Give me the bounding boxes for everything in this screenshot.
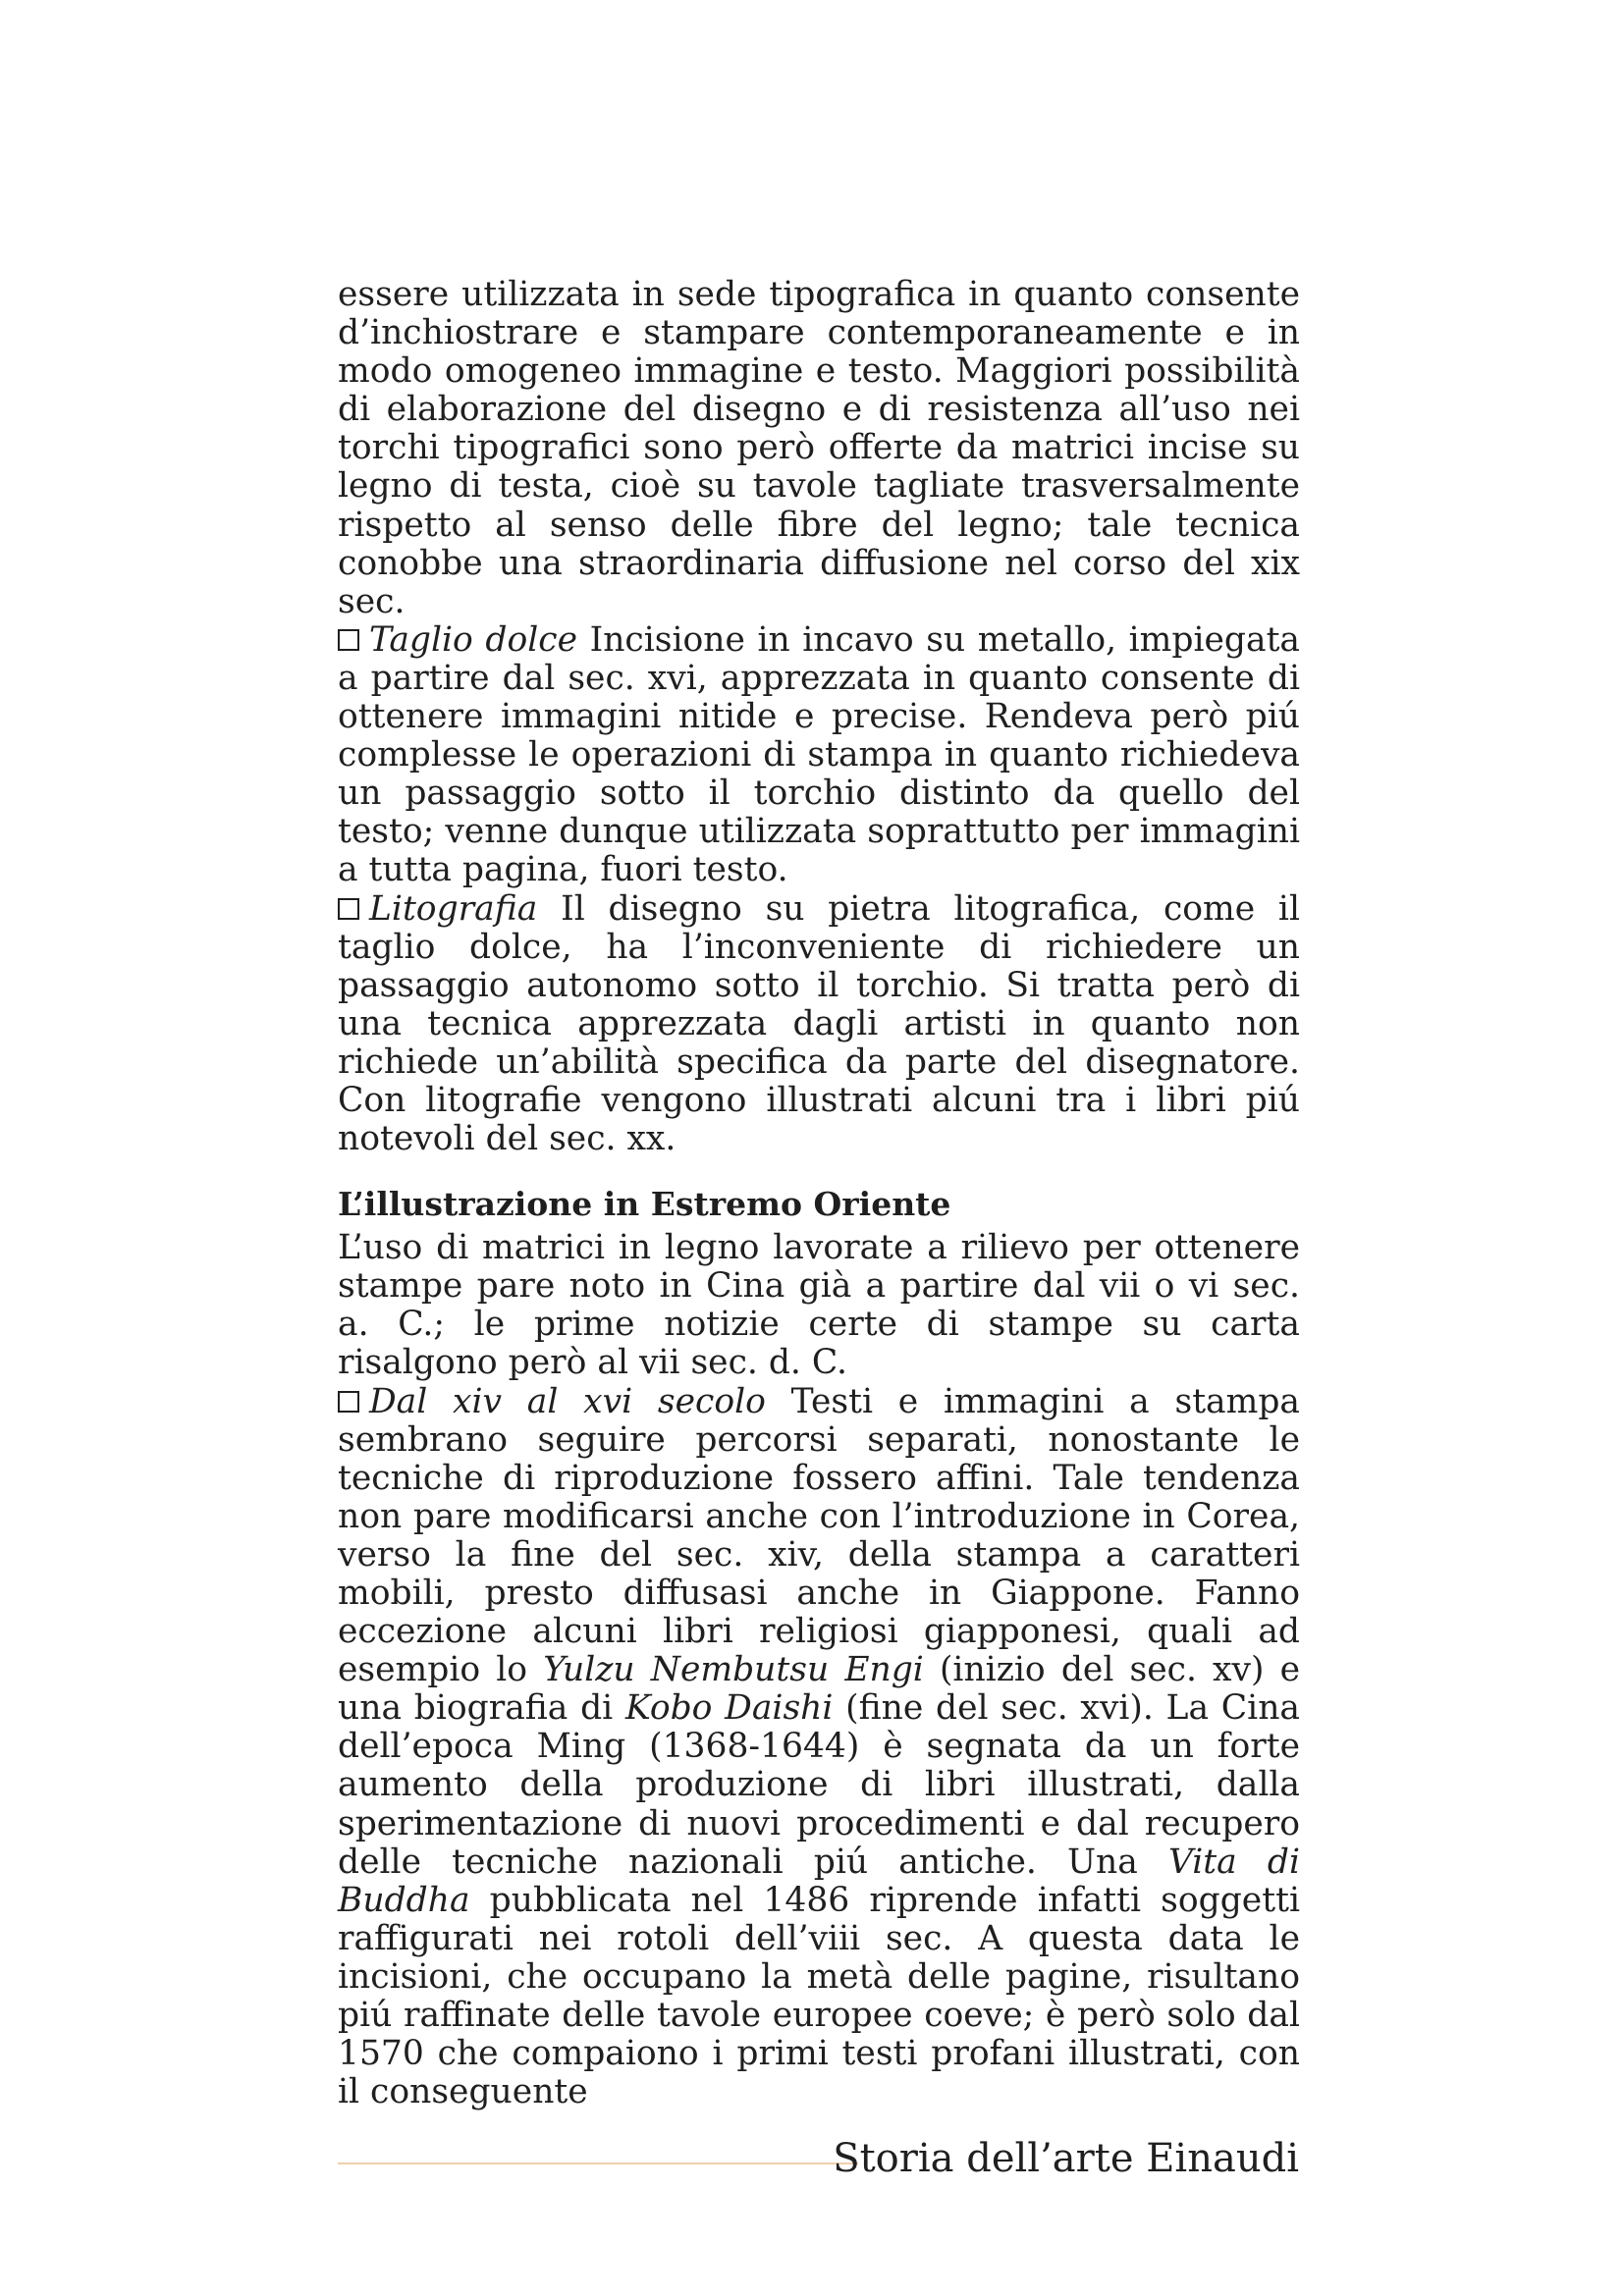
taglio-dolce-term: Taglio dolce [369,619,578,660]
footer-title: Storia dell’arte Einaudi [833,2136,1299,2181]
square-bullet-icon [338,1391,359,1413]
litografia-term: Litografia [369,888,538,929]
secolo-text-a: Testi e immagini a stampa sembrano seguire percorsi separati, nonostante le tecniche di riproduzione fossero affini. Tale tendenza non pare modificarsi anche con l’introduzione in Corea, verso la fine del sec. xiv, della stampa a caratteri mobili, presto diffusasi anche in Giappone. Fanno eccezione alcuni libri religiosi giapponesi, quali ad esempio lo [338,1381,1300,1690]
footer-rule [338,2163,858,2164]
taglio-dolce-text: Incisione in incavo su metallo, impiegata a partire dal sec. xvi, apprezzata in quanto consente di ottenere immagini nitide e precise. Rendeva però piú complesse le operazioni di stampa in quanto richiedeva un passaggio sotto il torchio distinto da quello del testo; venne dunque utilizzata soprattutto per immagini a tutta pagina, fuori testo. [338,619,1300,890]
secolo-entry [338,1383,1300,2112]
text-column [338,276,1300,2111]
section-paragraph [338,1229,1300,1382]
secolo-text-c: (fine del sec. xvi). La Cina dell’epoca Ming (1368-1644) è segnata da un forte aumento della produzione di libri illustrati, dalla sperimentazione di nuovi procedimenti e dal recupero delle tecniche nazionali piú antiche. Una [338,1688,1300,1882]
secolo-term: Dal xiv al xvi secolo [369,1381,766,1421]
square-bullet-icon [338,629,359,651]
book-title-yulzu: Yulzu Nembutsu Engi [543,1650,924,1690]
intro-text: essere utilizzata in sede tipografica in quanto consente d’inchiostrare e stampare contemporaneamente e in modo omogeneo immagine e testo. Maggiori possibilità di elaborazione del disegno e di resistenza all’uso nei torchi tipografici sono però offerte da matrici incise su legno di testa, cioè su tavole tagliate trasversalmente rispetto al senso delle fibre del legno; tale tecnica conobbe una straordinaria diffusione nel corso del xix sec. [338,275,1300,621]
litografia-entry [338,890,1300,1159]
taglio-dolce-entry [338,621,1300,890]
litografia-text: Il disegno su pietra litografica, come il taglio dolce, ha l’inconveniente di richiedere un passaggio autonomo sotto il torchio. Si tratta però di una tecnica apprezzata dagli artisti in quanto non richiede un’abilità specifica da parte del disegnatore. Con litografie vengono illustrati alcuni tra i libri piú notevoli del sec. xx. [338,888,1300,1159]
secolo-text-d: pubblicata nel 1486 riprende infatti soggetti raffigurati nei rotoli dell’viii sec. A questa data le incisioni, che occupano la metà delle pagine, risultano piú raffinate delle tavole europee coeve; è però solo dal 1570 che compaiono i primi testi profani illustrati, con il conseguente [338,1880,1300,2112]
intro-paragraph [338,276,1300,621]
square-bullet-icon [338,898,359,920]
secolo-text-b: (inizio del sec. xv) e una biografia di [338,1650,1300,1729]
section-text: L’uso di matrici in legno lavorate a rilievo per ottenere stampe pare noto in Cina già a partire dal vii o vi sec. a. C.; le prime notizie certe di stampe su carta risalgono però al vii sec. d. C. [338,1228,1300,1383]
book-title-kobo: Kobo Daishi [624,1688,834,1729]
section-heading: L’illustrazione in Estremo Oriente [338,1185,951,1224]
book-title-buddha: Vita di Buddha [338,1842,1300,1920]
